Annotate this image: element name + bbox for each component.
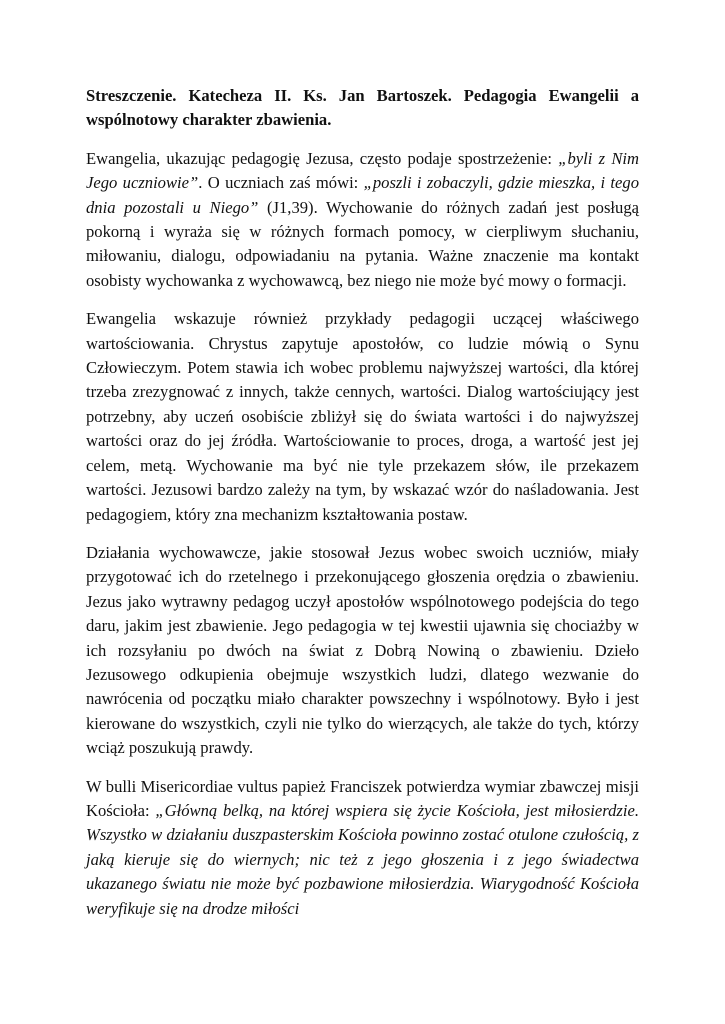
paragraph-2: Ewangelia wskazuje również przykłady pedagogii uczącej właściwego wartościowania. Chrystus zapytuje apostołów, co ludzie mówią o Synu Człowieczym. Potem stawia ich wobec problemu najwyższej wartości, dla której trzeba zrezygnować z innych, także cennych, wartości. Dialog wartościujący jest potrzebny, aby uczeń osobiście zbliżył się do świata wartości i do najwyższej wartości oraz do jej źródła. Wartościowanie to proces, droga, a wartość jest jej celem, metą. Wychowanie ma być nie tyle przekazem słów, ile przekazem wartości. Jezusowi bardzo zależy na tym, by wskazać wzór do naśladowania. Jest pedagogiem, który zna mechanizm kształtowania postaw. [86,309,639,524]
paragraph-1-quote-2: „poszli i zobaczyli, gdzie mieszka, i tego dnia pozostali u Niego” [86,173,639,217]
paragraph-1-quote-1: „byli z Nim Jego uczniowie” [86,148,639,193]
paragraph-1-text-a: Ewangelia, ukazując pedagogię Jezusa, często podaje spostrzeżenie: [86,148,559,168]
paragraph-3: Działania wychowawcze, jakie stosował Jezus wobec swoich uczniów, miały przygotować ich do rzetelnego i przekonującego głoszenia orędzia o zbawieniu. Jezus jako wytrawny pedagog uczył apostołów wspólnotowego podejścia do tego daru, jakim jest zbawienie. Jego pedagogia w tej kwestii ujawnia się chociażby w ich rozsyłaniu po dwóch na świat z Dobrą Nowiną o zbawieniu. Dzieło Jezusowego odkupienia obejmuje wszystkich ludzi, dlatego wezwanie do nawrócenia od początku miało charakter powszechny i wspólnotowy. Było i jest kierowane do wszystkich, czyli nie tylko do wierzących, ale także do tych, którzy wciąż poszukują prawdy. [86,542,639,758]
paragraph-4-quote: „Główną belką, na której wspiera się życie Kościoła, jest miłosierdzie. Wszystko w działaniu duszpasterskim Kościoła powinno zostać otulone czułością, z jaką kieruje się do wiernych; nic też z jego głoszenia i z jego świadectwa ukazanego światu nie może być pozbawione miłosierdzia. Wiarygodność Kościoła weryfikuje się na drodze miłości [86,800,639,918]
paragraph-4 [86,775,639,921]
document-title: Streszczenie. Katecheza II. Ks. Jan Bartoszek. Pedagogia Ewangelii a wspólnotowy charakter zbawienia. [86,86,639,130]
paragraph-4-text-a: W bulli Misericordiae vultus papież Franciszek potwierdza wymiar zbawczej misji Kościoła: [86,776,639,820]
document-page [86,84,639,935]
paragraph-1-text-e: (J1,39). Wychowanie do różnych zadań jest posługą pokorną i wyraża się w różnych formach pomocy, w cierpliwym słuchaniu, miłowaniu, dialogu, odpowiadaniu na pytania. Ważne znaczenie ma kontakt osobisty wychowanka z wychowawcą, bez niego nie może być mowy o formacji. [86,197,639,290]
paragraph-1 [86,147,639,293]
paragraph-1-text-c: . O uczniach zaś mówi: [198,173,364,193]
